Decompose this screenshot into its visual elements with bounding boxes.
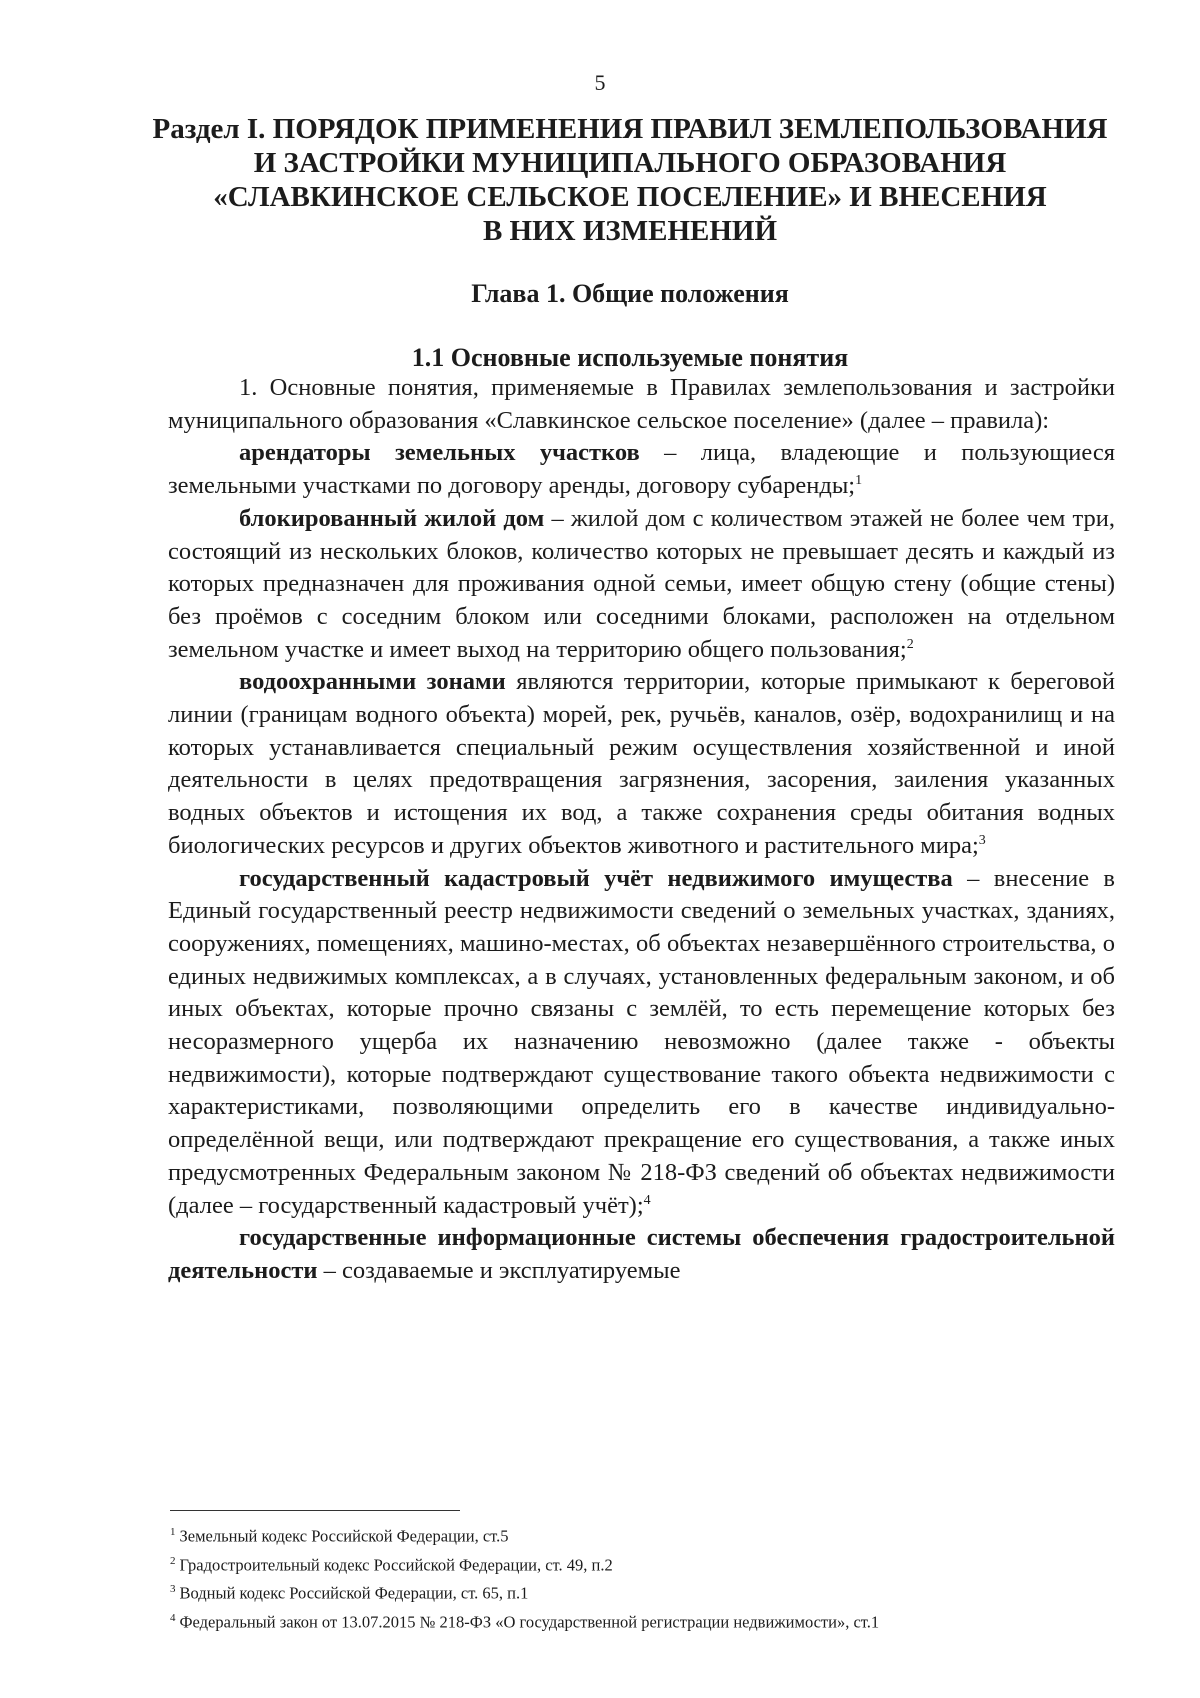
footnote-number: 2 — [170, 1554, 176, 1567]
definition-term: водоохранными зонами — [239, 668, 506, 696]
footnote-divider — [170, 1510, 460, 1511]
definition-paragraph — [168, 666, 1115, 862]
footnote-ref[interactable]: 4 — [643, 1192, 651, 1208]
footnote-ref[interactable]: 2 — [906, 636, 914, 652]
definition-text: – лица, владеющие и пользующиеся земельными участками по договору аренды, договору субаренды; — [168, 439, 1115, 500]
definition-term: блокированный жилой дом — [239, 504, 545, 532]
footnote-number: 1 — [170, 1526, 176, 1538]
footnotes-list — [170, 1520, 1110, 1634]
definition-text: – жилой дом с количеством этажей не более чем три, состоящий из нескольких блоков, количество которых не превышает десять и каждый из которых предназначен для проживания одной семьи, имеет общую стену (общие стены) без проёмов с соседним блоком или соседними блоками, расположен на отдельном земельном участке и имеет выход на территорию общего пользования; — [168, 504, 1115, 663]
section-title — [140, 112, 1120, 248]
footnote-number: 4 — [170, 1611, 176, 1624]
footnote-text: Земельный кодекс Российской Федерации, ст.5 — [179, 1526, 509, 1546]
definition-text: – внесение в Единый государственный реестр недвижимости сведений о земельных участках, зданиях, сооружениях, помещениях, машино-местах, об объектах незавершённого строительства, о единых недвижимых комплексах, а в случаях, установленных федеральным законом, и об иных объектах, которые прочно связаны с землёй, то есть перемещение которых без несоразмерного ущерба их назначению невозможно (далее также - объекты недвижимости), которые подтверждают существование такого объекта недвижимости с характеристиками, позволяющими определить его в качестве индивидуально-определённой вещи, или подтверждают прекращение его существования, а также иных предусмотренных Федеральным законом № 218-ФЗ сведений об объектах недвижимости (далее – государственный кадастровый учёт); — [168, 864, 1115, 1219]
footnote — [170, 1606, 1110, 1635]
footnote — [170, 1520, 1110, 1549]
section-title-line: Раздел I. ПОРЯДОК ПРИМЕНЕНИЯ ПРАВИЛ ЗЕМЛЕПОЛЬЗОВАНИЯ — [152, 113, 1108, 145]
chapter-title: Глава 1. Общие положения — [471, 279, 789, 308]
page-number: 5 — [594, 70, 606, 95]
definition-paragraph — [168, 1222, 1115, 1287]
definition-term: государственный кадастровый учёт недвижимого имущества — [239, 864, 953, 892]
definition-paragraph — [168, 863, 1115, 1223]
footnote-text: Градостроительный кодекс Российской Федерации, ст. 49, п.2 — [179, 1555, 613, 1574]
definition-text: – создаваемые и эксплуатируемые — [317, 1256, 681, 1284]
section-title-line: В НИХ ИЗМЕНЕНИЙ — [482, 215, 778, 247]
body-text — [168, 372, 1115, 1288]
definition-paragraph — [168, 503, 1115, 667]
footnote-ref[interactable]: 1 — [855, 472, 863, 488]
footnote-text: Федеральный закон от 13.07.2015 № 218-ФЗ «О государственной регистрации недвижимости», ст.1 — [179, 1612, 880, 1631]
footnote-number: 3 — [170, 1583, 176, 1595]
definition-term: государственные информационные системы обеспечения градостроительной деятельности — [168, 1224, 1115, 1284]
definition-text: являются территории, которые примыкают к береговой линии (границам водного объекта) морей, рек, ручьёв, каналов, озёр, водохранилищ и на которых устанавливается специальный режим осуществления хозяйственной и иной деятельности в целях предотвращения загрязнения, засорения, заиления указанных водных объектов и истощения их вод, а также сохранения среды обитания водных биологических ресурсов и других объектов животного и растительного мира; — [168, 668, 1115, 859]
footnote — [170, 1577, 1110, 1606]
paragraph-intro: 1. Основные понятия, применяемые в Правилах землепользования и застройки муниципального образования «Славкинское сельское поселение» (далее – правила): — [168, 374, 1115, 434]
footnote-text: Водный кодекс Российской Федерации, ст. 65, п.1 — [179, 1583, 529, 1603]
subsection-title: 1.1 Основные используемые понятия — [411, 343, 849, 372]
definition-paragraph — [168, 437, 1115, 502]
section-title-line: И ЗАСТРОЙКИ МУНИЦИПАЛЬНОГО ОБРАЗОВАНИЯ — [253, 147, 1007, 179]
section-title-line: «СЛАВКИНСКОЕ СЕЛЬСКОЕ ПОСЕЛЕНИЕ» И ВНЕСЕНИЯ — [213, 181, 1047, 213]
footnote — [170, 1549, 1110, 1578]
footnote-ref[interactable]: 3 — [978, 832, 986, 848]
definition-term: арендаторы земельных участков — [239, 439, 640, 467]
